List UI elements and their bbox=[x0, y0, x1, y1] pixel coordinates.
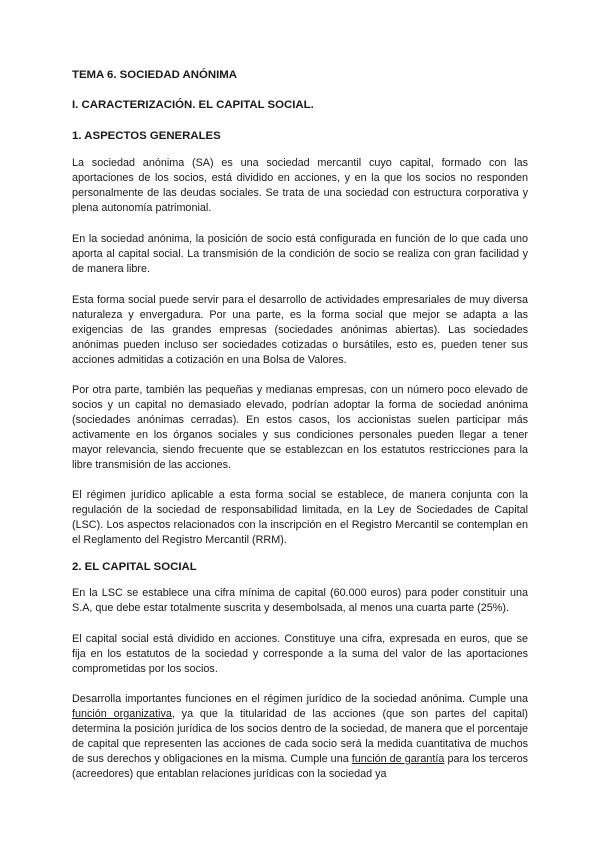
subsection-heading: 2. EL CAPITAL SOCIAL bbox=[72, 561, 197, 573]
underlined-term: función de garantía bbox=[351, 753, 445, 765]
paragraph: El régimen jurídico aplicable a esta forma social se establece, de manera conjunta con la regulación de la sociedad de responsabilidad limitada, en la Ley de Sociedades de Capital (LSC). Los aspectos relacionados con la inscripción en el Registro Mercantil se contemplan en el Reglamento del Registro Mercantil (RRM). bbox=[72, 489, 528, 546]
paragraph: El capital social está dividido en acciones. Constituye una cifra, expresada en euros, que se fija en los estatutos de la sociedad y corresponde a la suma del valor de las aportaciones comprometidas por los socios. bbox=[72, 633, 528, 675]
paragraph-text: Desarrolla importantes funciones en el régimen jurídico de la sociedad anónima. Cumple una bbox=[72, 693, 528, 705]
paragraph: Esta forma social puede servir para el desarrollo de actividades empresariales de muy diversa naturaleza y envergadura. Por una parte, es la forma social que mejor se adapta a las exigencias de las grandes empresas (sociedades anónimas abiertas). Las sociedades anónimas pueden incluso ser sociedades cotizadas o bursátiles, esto es, pueden tener sus acciones admitidas a cotización en una Bolsa de Valores. bbox=[72, 294, 528, 366]
paragraph: En la LSC se establece una cifra mínima de capital (60.000 euros) para poder constituir una S.A, que debe estar totalmente suscrita y desembolsada, al menos una cuarta parte (25%). bbox=[72, 587, 528, 614]
paragraph bbox=[72, 692, 528, 782]
paragraph: En la sociedad anónima, la posición de socio está configurada en función de lo que cada uno aporta al capital social. La transmisión de la condición de socio se realiza con gran facilidad y de manera libre. bbox=[72, 233, 528, 275]
paragraph: La sociedad anónima (SA) es una sociedad mercantil cuyo capital, formado con las aportaciones de los socios, está dividido en acciones, y en la que los socios no responden personalmente de las deudas sociales. Se trata de una sociedad con estructura corporativa y plena autonomía patrimonial. bbox=[72, 157, 528, 214]
document-title: TEMA 6. SOCIEDAD ANÓNIMA bbox=[72, 69, 237, 81]
paragraph: Por otra parte, también las pequeñas y medianas empresas, con un número poco elevado de socios y un capital no demasiado elevado, podrían adoptar la forma de sociedad anónima (sociedades anónimas cerradas). En estos casos, los accionistas suelen participar más activamente en los órganos sociales y sus condiciones personales pueden llegar a tener mayor relevancia, siendo frecuente que se establezcan en los estatutos restricciones para la libre transmisión de las acciones. bbox=[72, 384, 528, 471]
paragraph-text: , ya que la titularidad de las acciones (que son partes del capital) determina la posición jurídica de los socios dentro de la sociedad, de manera que el porcentaje de capital que representen las acciones de cada socio será la medida cuantitativa de muchos de sus derechos y obligaciones en la misma. Cumple una bbox=[72, 708, 528, 765]
subsection-heading: 1. ASPECTOS GENERALES bbox=[72, 130, 221, 142]
document-page bbox=[72, 68, 528, 782]
underlined-term: función organizativa bbox=[72, 708, 172, 720]
section-heading: I. CARACTERIZACIÓN. EL CAPITAL SOCIAL. bbox=[72, 99, 314, 111]
paragraph-text: para los terceros (acreedores) que entablan relaciones jurídicas con la sociedad ya bbox=[72, 753, 528, 780]
